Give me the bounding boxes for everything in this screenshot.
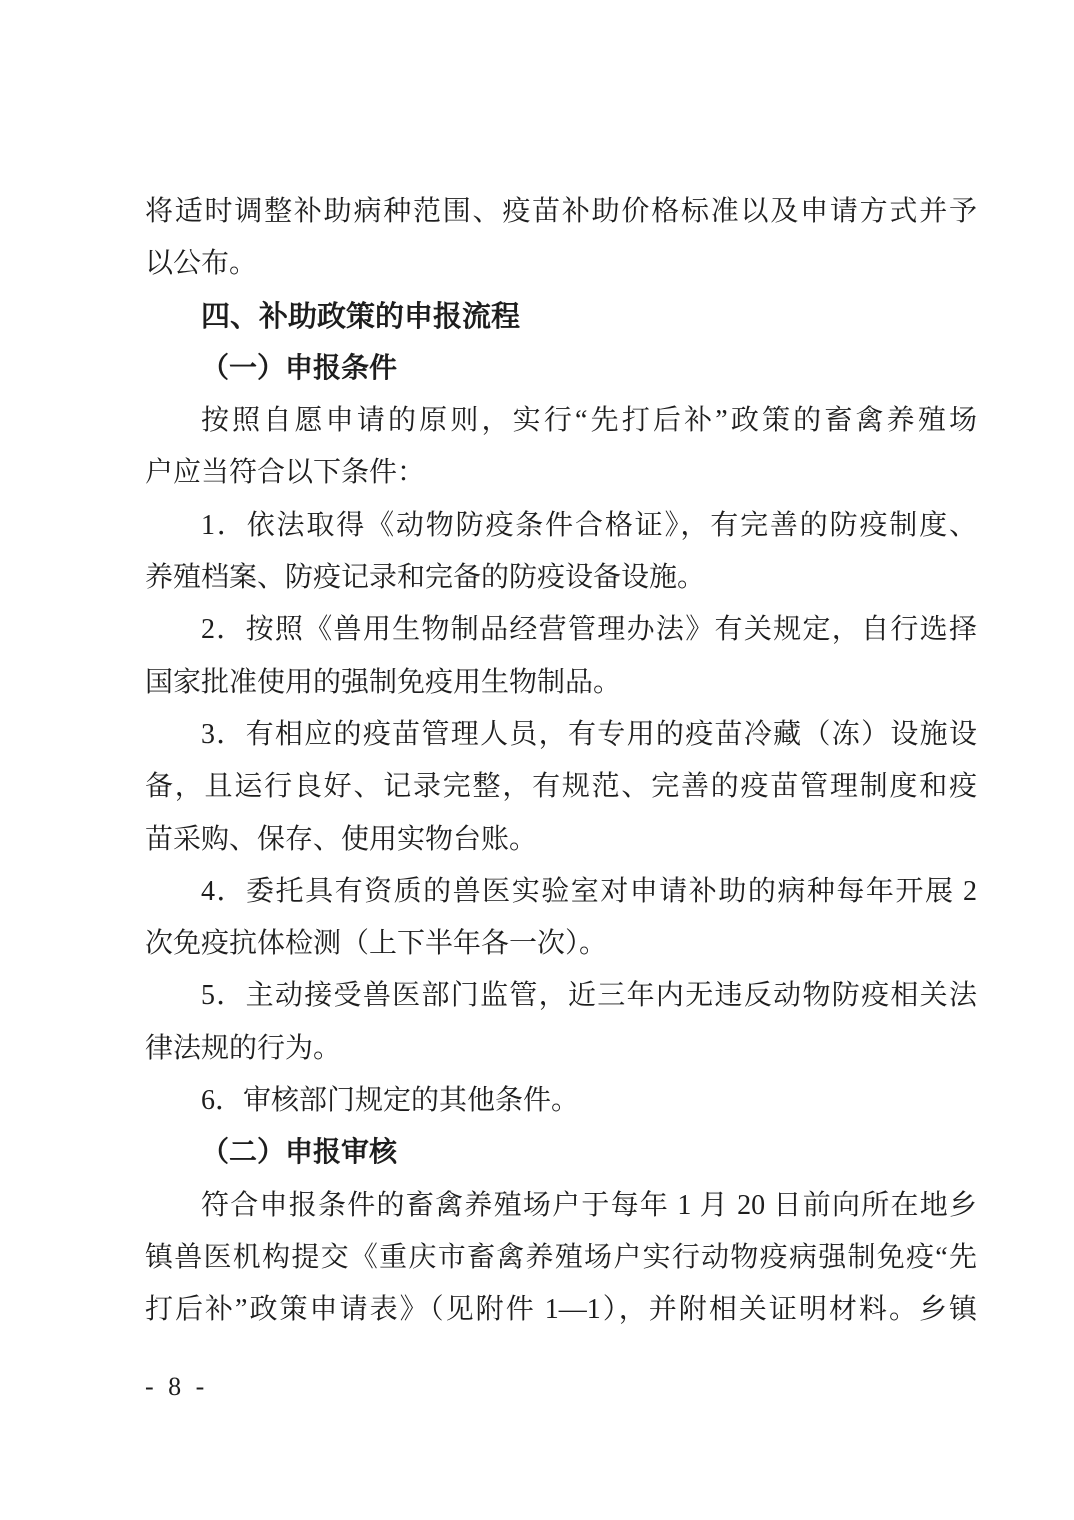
- document-body: [145, 186, 977, 1337]
- text-line: 2．按照《兽用生物制品经营管理办法》有关规定，自行选择: [201, 614, 977, 646]
- text-line: 以公布。: [145, 248, 258, 280]
- page-number: - 8 -: [145, 1372, 205, 1401]
- subsection-heading: （一）申报条件: [201, 352, 398, 384]
- text-line: 4．委托具有资质的兽医实验室对申请补助的病种每年开展 2: [201, 875, 977, 907]
- subsection-heading: （二）申报审核: [201, 1137, 398, 1169]
- text-line: 律法规的行为。: [145, 1032, 342, 1064]
- text-line: 打后补”政策申请表》（见附件 1—1），并附相关证明材料。乡镇: [145, 1294, 977, 1326]
- text-line: 3．有相应的疫苗管理人员，有专用的疫苗冷藏（冻）设施设: [201, 718, 977, 750]
- text-line: 按照自愿申请的原则，实行“先打后补”政策的畜禽养殖场: [201, 405, 977, 437]
- text-line: 养殖档案、防疫记录和完备的防疫设备设施。: [145, 562, 706, 594]
- text-line: 符合申报条件的畜禽养殖场户于每年 1 月 20 日前向所在地乡: [201, 1189, 977, 1221]
- text-line: 6．审核部门规定的其他条件。: [201, 1085, 580, 1117]
- text-line: 1．依法取得《动物防疫条件合格证》，有完善的防疫制度、: [201, 509, 977, 541]
- text-line: 次免疫抗体检测（上下半年各一次）。: [145, 928, 608, 960]
- section-heading: 四、补助政策的申报流程: [201, 300, 521, 333]
- text-line: 备，且运行良好、记录完整，有规范、完善的疫苗管理制度和疫: [145, 771, 977, 803]
- text-line: 苗采购、保存、使用实物台账。: [145, 823, 538, 855]
- text-line: 镇兽医机构提交《重庆市畜禽养殖场户实行动物疫病强制免疫“先: [145, 1241, 977, 1273]
- text-line: 户应当符合以下条件：: [145, 457, 426, 489]
- text-line: 5．主动接受兽医部门监管，近三年内无违反动物防疫相关法: [201, 980, 977, 1012]
- text-line: 将适时调整补助病种范围、疫苗补助价格标准以及申请方式并予: [145, 196, 977, 227]
- text-line: 国家批准使用的强制免疫用生物制品。: [145, 666, 622, 698]
